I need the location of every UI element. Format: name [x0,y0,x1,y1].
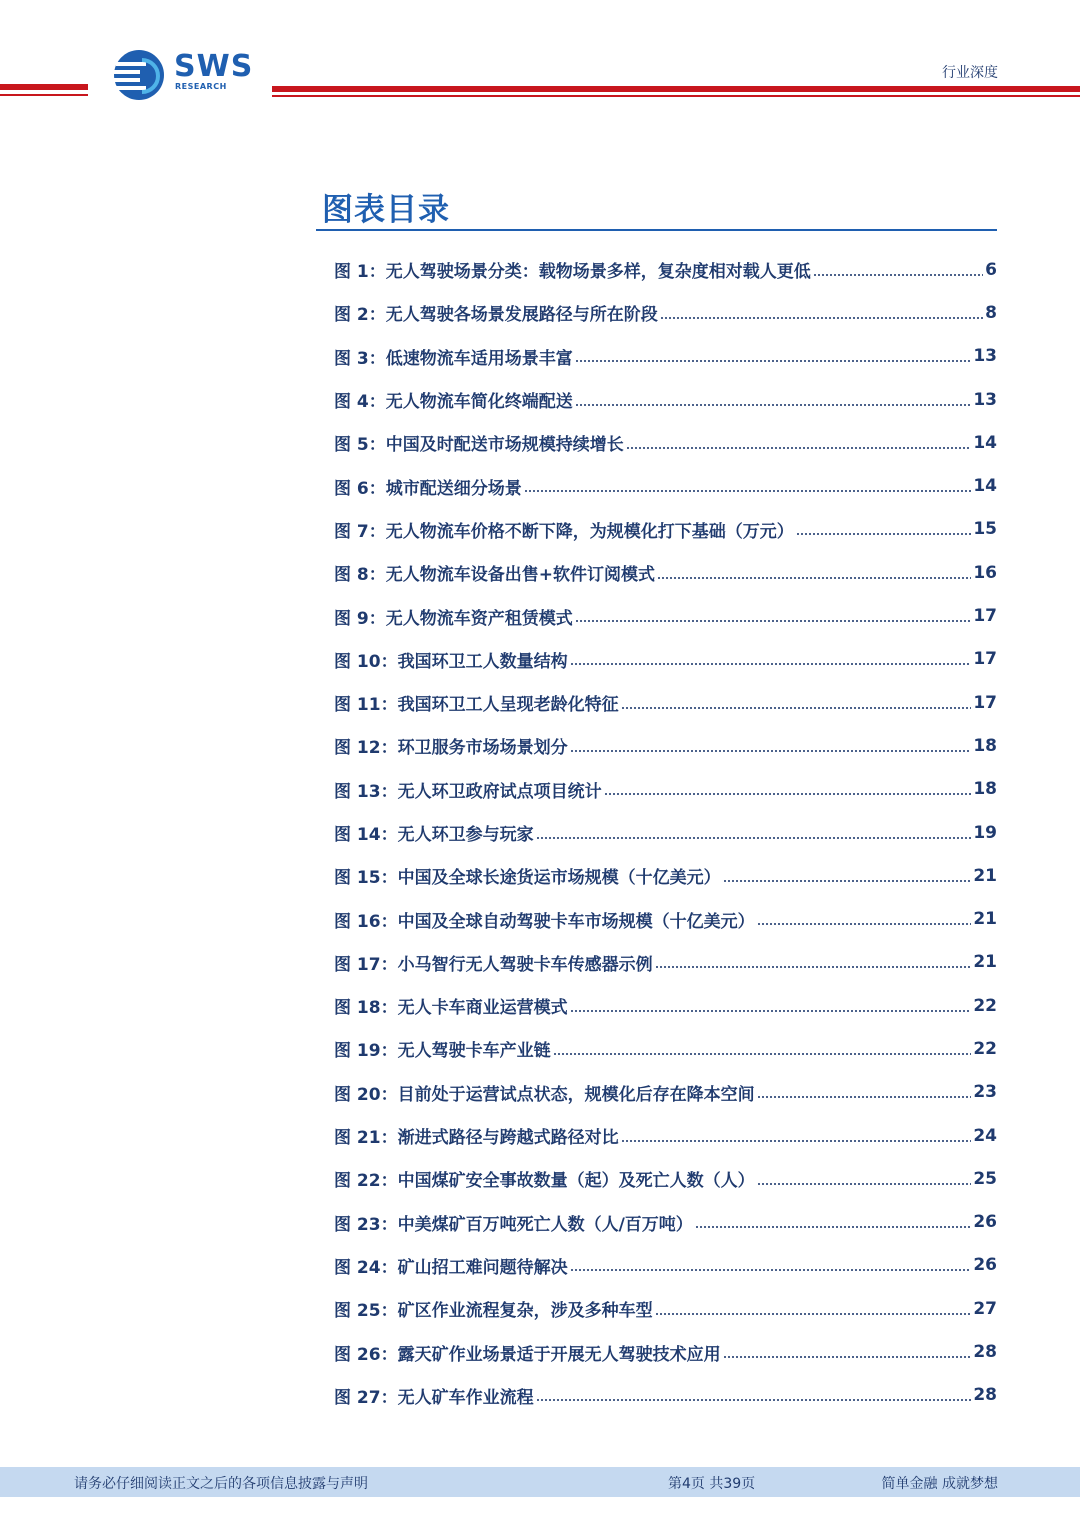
toc-dot-leader [657,577,971,579]
toc-entry[interactable] [334,421,997,464]
toc-entry[interactable] [334,984,997,1027]
footer-page-info: 第4页 共39页 [668,1476,756,1492]
toc-entry-page: 23 [973,1082,997,1103]
toc-entry[interactable] [334,594,997,637]
toc-entry-page: 17 [973,649,997,670]
toc-dot-leader [723,1356,972,1358]
toc-dot-leader [757,923,972,925]
toc-entry[interactable] [334,1244,997,1287]
toc-entry-label: 图 17：小马智行无人驾驶卡车传感器示例 [334,954,653,975]
toc-entry[interactable] [334,464,997,507]
logo-subtitle: RESEARCH [175,82,227,91]
footer-disclaimer: 请务必仔细阅读正文之后的各项信息披露与声明 [74,1476,368,1492]
toc-entry-page: 27 [973,1298,997,1319]
toc-entry-label: 图 6：城市配送细分场景 [334,478,522,499]
toc-entry[interactable] [334,811,997,854]
sws-globe-icon [112,48,166,102]
toc-entry-label: 图 16：中国及全球自动驾驶卡车市场规模（十亿美元） [334,911,755,932]
toc-dot-leader [575,620,972,622]
toc-dot-leader [553,1053,972,1055]
toc-entry-label: 图 24：矿山招工难问题待解决 [334,1257,568,1278]
toc-entry[interactable] [334,1374,997,1417]
toc-entry-label: 图 3：低速物流车适用场景丰富 [334,348,573,369]
toc-dot-leader [604,793,972,795]
toc-dot-leader [723,880,972,882]
toc-dot-leader [524,490,972,492]
toc-entry[interactable] [334,1201,997,1244]
toc-entry[interactable] [334,638,997,681]
toc-entry[interactable] [334,248,997,291]
toc-entry-label: 图 22：中国煤矿安全事故数量（起）及死亡人数（人） [334,1171,755,1192]
page-title: 图表目录 [322,192,450,228]
toc-dot-leader [757,1096,972,1098]
toc-dot-leader [575,404,972,406]
toc-entry-label: 图 25：矿区作业流程复杂，涉及多种车型 [334,1301,653,1322]
toc-entry-label: 图 19：无人驾驶卡车产业链 [334,1041,551,1062]
sws-logo [112,48,262,102]
toc-entry-page: 21 [973,909,997,930]
toc-entry-page: 15 [973,519,997,540]
toc-dot-leader [655,1313,972,1315]
header-rule-left-thin [0,94,88,96]
report-category: 行业深度 [942,65,998,81]
toc-entry[interactable] [334,897,997,940]
toc-entry-label: 图 5：中国及时配送市场规模持续增长 [334,435,624,456]
footer-slogan: 简单金融 成就梦想 [881,1476,998,1492]
footer-bar [0,1467,1080,1497]
toc-dot-leader [813,274,983,276]
toc-entry-page: 28 [973,1385,997,1406]
toc-dot-leader [621,1140,972,1142]
toc-entry-page: 17 [973,692,997,713]
toc-entry-page: 16 [973,562,997,583]
toc-entry-page: 6 [985,259,997,280]
toc-entry[interactable] [334,1157,997,1200]
toc-dot-leader [621,707,972,709]
toc-entry-page: 18 [973,735,997,756]
toc-entry-label: 图 12：环卫服务市场场景划分 [334,738,568,759]
toc-dot-leader [570,1010,972,1012]
toc-entry[interactable] [334,768,997,811]
toc-entry-label: 图 9：无人物流车资产租赁模式 [334,608,573,629]
toc-dot-leader [570,750,972,752]
toc-entry-label: 图 26：露天矿作业场景适于开展无人驾驶技术应用 [334,1344,721,1365]
toc-dot-leader [626,447,972,449]
toc-dot-leader [757,1183,972,1185]
toc-entry-label: 图 14：无人环卫参与玩家 [334,825,534,845]
logo-wordmark: SWS [174,49,254,84]
header-rule-right-thin [272,95,1080,97]
toc-entry[interactable] [334,291,997,334]
toc-entry-label: 图 10：我国环卫工人数量结构 [334,651,568,672]
toc-entry[interactable] [334,681,997,724]
toc-entry-page: 14 [973,432,997,453]
toc-entry-label: 图 21：渐进式路径与跨越式路径对比 [334,1128,619,1149]
toc-dot-leader [575,360,972,362]
toc-entry[interactable] [334,335,997,378]
toc-entry-label: 图 8：无人物流车设备出售+软件订阅模式 [334,565,655,586]
toc-entry-label: 图 7：无人物流车价格不断下降，为规模化打下基础（万元） [334,521,794,542]
toc-entry-page: 17 [973,606,997,627]
toc-entry-page: 26 [973,1212,997,1233]
toc-entry-label: 图 23：中美煤矿百万吨死亡人数（人/百万吨） [334,1214,693,1235]
header-rule-right [272,86,1080,92]
toc-entry-page: 21 [973,952,997,973]
toc-entry-page: 24 [973,1125,997,1146]
toc-entry[interactable] [334,508,997,551]
toc-dot-leader [536,837,972,839]
toc-dot-leader [796,533,972,535]
toc-entry[interactable] [334,941,997,984]
toc-dot-leader [570,1269,972,1271]
toc-entry-label: 图 11：我国环卫工人呈现老龄化特征 [334,695,619,716]
toc-dot-leader [660,317,983,319]
title-underline [316,229,997,231]
toc-entry[interactable] [334,1114,997,1157]
toc-entry-page: 22 [973,1038,997,1059]
toc-entry[interactable] [334,1071,997,1114]
toc-entry-label: 图 15：中国及全球长途货运市场规模（十亿美元） [334,868,721,889]
toc-entry-label: 图 1：无人驾驶场景分类：载物场景多样，复杂度相对载人更低 [334,262,811,283]
toc-entry-page: 18 [973,779,997,800]
toc-entry-page: 22 [973,995,997,1016]
toc-entry[interactable] [334,1027,997,1070]
toc-entry-label: 图 2：无人驾驶各场景发展路径与所在阶段 [334,305,658,326]
toc-entry[interactable] [334,854,997,897]
toc-entry[interactable] [334,724,997,767]
toc-entry-page: 28 [973,1342,997,1363]
toc-entry[interactable] [334,1287,997,1330]
toc-entry-page: 21 [973,865,997,886]
toc-entry-label: 图 27：无人矿车作业流程 [334,1387,534,1408]
toc-entry-page: 19 [973,822,997,843]
toc-dot-leader [570,663,972,665]
toc-entry[interactable] [334,551,997,594]
toc-entry-page: 14 [973,476,997,497]
toc-entry-label: 图 20：目前处于运营试点状态，规模化后存在降本空间 [334,1084,755,1105]
toc-entry-label: 图 18：无人卡车商业运营模式 [334,998,568,1019]
toc-dot-leader [655,966,972,968]
toc-dot-leader [536,1399,972,1401]
toc-entry[interactable] [334,1330,997,1373]
header-rule-left [0,84,88,90]
toc-entry-page: 26 [973,1255,997,1276]
toc-entry-page: 13 [973,346,997,367]
toc-entry[interactable] [334,378,997,421]
toc-entry-page: 13 [973,389,997,410]
figure-list [334,248,997,1417]
toc-entry-page: 25 [973,1168,997,1189]
toc-entry-label: 图 13：无人环卫政府试点项目统计 [334,781,602,802]
toc-entry-page: 8 [985,302,997,323]
toc-dot-leader [695,1226,972,1228]
toc-entry-label: 图 4：无人物流车简化终端配送 [334,392,573,413]
